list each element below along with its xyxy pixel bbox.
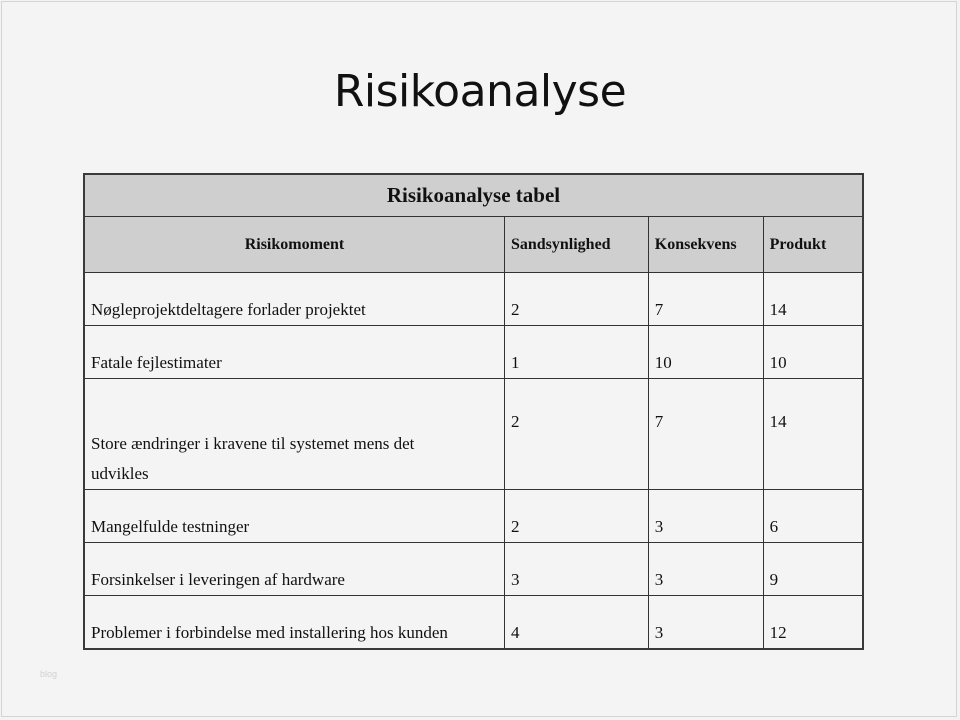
consequence-cell: 3 <box>648 543 763 596</box>
product-cell: 14 <box>763 379 863 490</box>
probability-cell: 2 <box>504 379 648 490</box>
risk-cell: Forsinkelser i leveringen af hardware <box>84 543 504 596</box>
consequence-cell: 3 <box>648 596 763 650</box>
product-cell: 12 <box>763 596 863 650</box>
table-row <box>84 490 863 543</box>
consequence-cell: 10 <box>648 326 763 379</box>
consequence-cell: 7 <box>648 379 763 490</box>
consequence-cell: 7 <box>648 273 763 326</box>
risk-cell: Mangelfulde testninger <box>84 490 504 543</box>
risk-cell: Problemer i forbindelse med installering hos kunden <box>84 596 504 650</box>
probability-cell: 2 <box>504 273 648 326</box>
table-row <box>84 326 863 379</box>
column-header-consequence: Konsekvens <box>648 217 763 273</box>
risk-cell: Store ændringer i kravene til systemet mens det udvikles <box>84 379 504 490</box>
table-header-row <box>84 217 863 273</box>
slide-title: Risikoanalyse <box>333 66 627 117</box>
product-cell: 6 <box>763 490 863 543</box>
table-caption: Risikoanalyse tabel <box>84 174 863 217</box>
probability-cell: 3 <box>504 543 648 596</box>
column-header-product: Produkt <box>763 217 863 273</box>
risk-cell: Fatale fejlestimater <box>84 326 504 379</box>
watermark-text: blog <box>40 669 58 679</box>
consequence-cell: 3 <box>648 490 763 543</box>
risk-cell: Nøgleprojektdeltagere forlader projektet <box>84 273 504 326</box>
product-cell: 14 <box>763 273 863 326</box>
risk-analysis-table <box>83 173 864 650</box>
table-row <box>84 596 863 650</box>
table-row <box>84 379 863 490</box>
product-cell: 10 <box>763 326 863 379</box>
product-cell: 9 <box>763 543 863 596</box>
column-header-risk: Risikomoment <box>84 217 504 273</box>
table-row <box>84 543 863 596</box>
probability-cell: 1 <box>504 326 648 379</box>
column-header-probability: Sandsynlighed <box>504 217 648 273</box>
probability-cell: 4 <box>504 596 648 650</box>
table-caption-row <box>84 174 863 217</box>
probability-cell: 2 <box>504 490 648 543</box>
table-row <box>84 273 863 326</box>
